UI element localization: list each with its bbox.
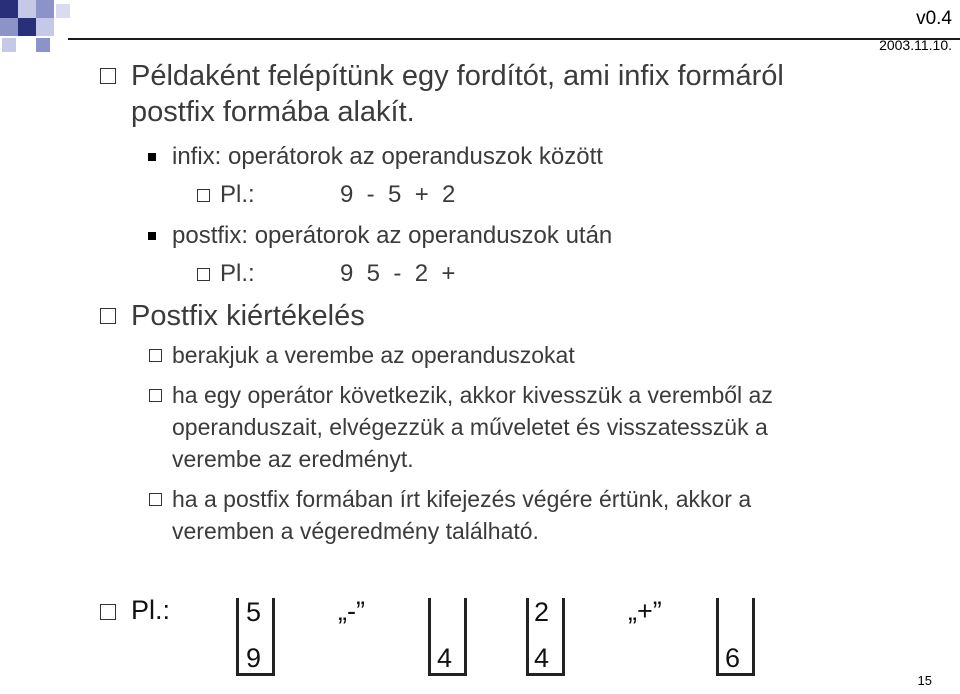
decor-square xyxy=(36,18,54,36)
postfix-example-label: Pl.: xyxy=(220,260,255,287)
stack-wall xyxy=(464,598,467,676)
stack-2-bottom: 4 xyxy=(437,643,453,673)
page-number: 15 xyxy=(917,673,932,688)
decor-square xyxy=(2,38,16,52)
stack-wall xyxy=(752,598,755,676)
stack-wall xyxy=(236,598,239,676)
stack-wall xyxy=(526,598,529,676)
eval-item-2-line-1: ha egy operátor következik, akkor kivesszük a veremből az xyxy=(172,382,773,408)
stack-1-top: 5 xyxy=(246,597,262,627)
stack-wall xyxy=(272,598,275,676)
infix-example-label: Pl.: xyxy=(220,181,255,208)
hollow-bullet-icon xyxy=(149,349,162,362)
hollow-bullet-icon xyxy=(197,268,210,281)
decor-square xyxy=(0,18,18,36)
hollow-bullet-icon xyxy=(100,68,116,84)
hollow-bullet-icon xyxy=(149,389,162,402)
eval-item-3-line-2: veremben a végeredmény található. xyxy=(172,518,539,544)
intro-line-1: Példaként felépítünk egy fordítót, ami infix formáról xyxy=(131,60,784,92)
decor-square xyxy=(56,4,70,18)
decor-square xyxy=(36,0,54,18)
hollow-bullet-icon xyxy=(197,189,210,202)
postfix-example-expr: 9 5 - 2 + xyxy=(340,260,456,287)
stack-3-bottom: 4 xyxy=(534,643,550,673)
intro-line-2: postfix formába alakít. xyxy=(131,96,415,128)
decor-square xyxy=(36,38,50,52)
eval-item-2-line-2: operanduszait, elvégezzük a műveletet és visszatesszük a xyxy=(172,414,768,440)
stack-3-top: 2 xyxy=(534,597,550,627)
infix-line: infix: operátorok az operanduszok között xyxy=(172,143,603,170)
operator-plus: „+” xyxy=(628,596,662,626)
filled-bullet-icon xyxy=(148,153,156,161)
stack-4-bottom: 6 xyxy=(725,643,741,673)
hollow-bullet-icon xyxy=(100,308,116,324)
hollow-bullet-icon xyxy=(100,604,116,620)
decor-square xyxy=(18,0,36,18)
stack-1-bottom: 9 xyxy=(246,643,262,673)
eval-item-2-line-3: verembe az eredményt. xyxy=(172,446,414,472)
version-label: v0.4 xyxy=(916,8,952,29)
example-label: Pl.: xyxy=(131,595,171,625)
postfix-line: postfix: operátorok az operanduszok után xyxy=(172,222,613,249)
eval-item-3-line-1: ha a postfix formában írt kifejezés végére értünk, akkor a xyxy=(172,486,752,512)
infix-example-expr: 9 - 5 + 2 xyxy=(340,181,456,208)
eval-item-1: berakjuk a verembe az operanduszokat xyxy=(172,342,575,368)
decor-square xyxy=(0,0,18,18)
stack-wall xyxy=(428,598,431,676)
decor-square xyxy=(18,18,36,36)
eval-title: Postfix kiértékelés xyxy=(131,300,365,332)
date-label: 2003.11.10. xyxy=(879,37,952,53)
operator-minus: „-” xyxy=(338,596,365,626)
header-rule xyxy=(68,38,960,40)
filled-bullet-icon xyxy=(148,232,156,240)
hollow-bullet-icon xyxy=(149,493,162,506)
stack-wall xyxy=(716,598,719,676)
stack-wall xyxy=(562,598,565,676)
